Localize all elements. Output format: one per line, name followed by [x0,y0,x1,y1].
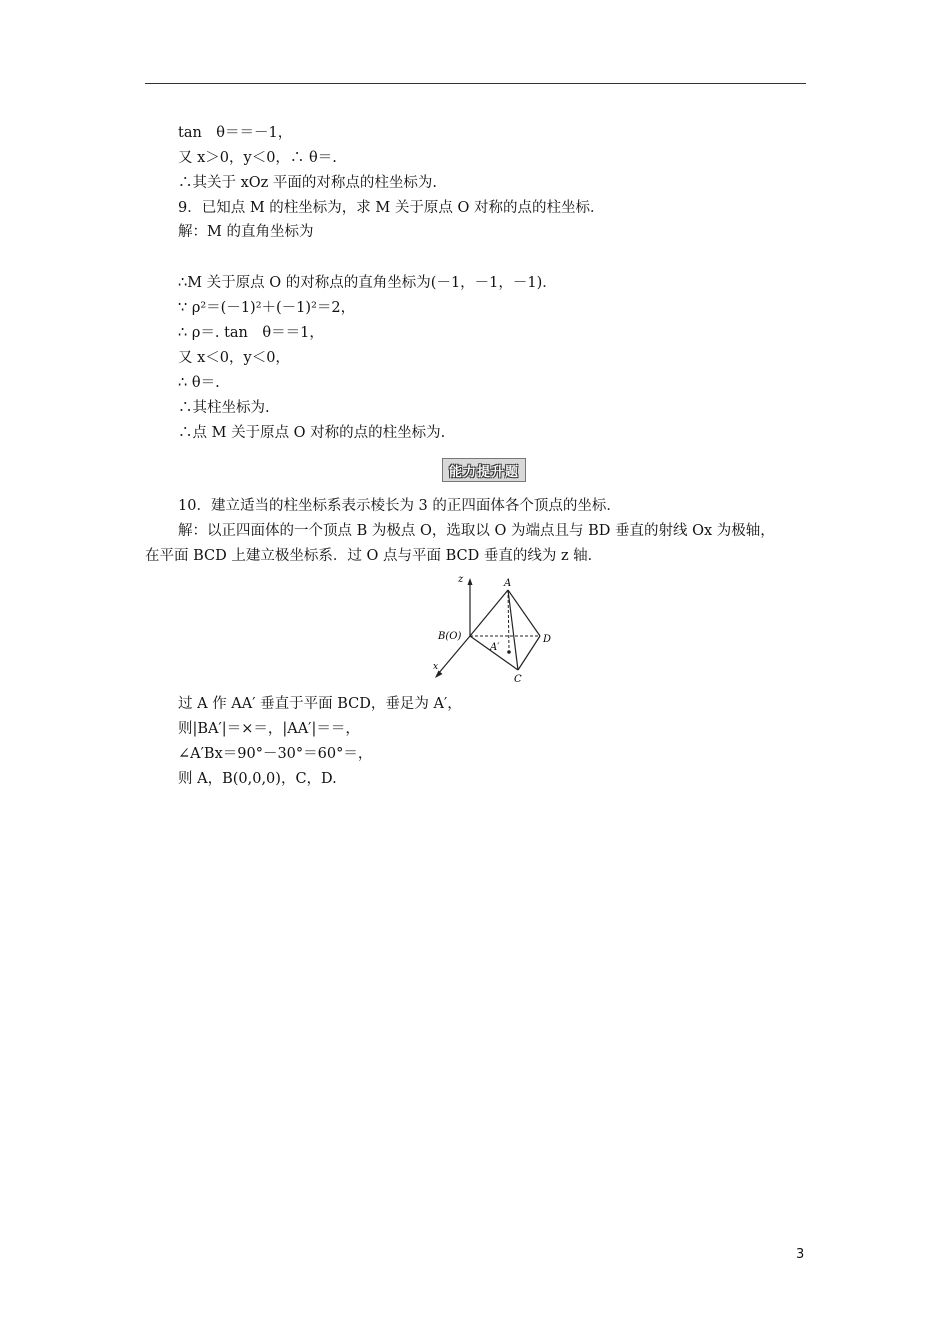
label-z: z [458,574,464,585]
text-line: 则 A，B(0,0,0)，C，D. [178,771,337,787]
problem-10: 10．建立适当的柱坐标系表示棱长为 3 的正四面体各个顶点的坐标． [178,498,621,514]
text-line: ∴点 M 关于原点 O 对称的点的柱坐标为. [178,425,446,441]
section-banner [442,458,526,482]
text-line: 又 x＜0，y＜0， [178,350,290,366]
text-line: ∴其关于 xOz 平面的对称点的柱坐标为. [178,175,438,191]
header-rule [145,83,806,84]
label-A: A [504,578,512,589]
section-banner-label: 能力提升题 [448,464,519,480]
text-line: ∠A′Bx＝90°－30°＝60°＝， [178,746,373,762]
text-line: tan θ＝＝－1， [178,125,293,141]
text-line: 过 A 作 AA′ 垂直于平面 BCD，垂足为 A′， [178,696,462,712]
label-D: D [543,634,552,645]
label-x: x [433,662,439,672]
edge-CD [518,636,540,670]
text-line: 则|BA′|＝×＝，|AA′|＝＝， [178,721,360,737]
foot-point [507,650,511,654]
page-number: 3 [796,1247,805,1262]
text-line: 又 x＞0，y＜0，∴ θ＝. [178,150,337,166]
text-line: 在平面 BCD 上建立极坐标系．过 O 点与平面 BCD 垂直的线为 z 轴． [145,548,603,564]
label-C: C [514,674,522,685]
text-line: ∴ ρ＝. tan θ＝＝1， [178,325,324,341]
text-line: ∴其柱坐标为. [178,400,270,416]
text-line: ∴ θ＝. [178,375,220,391]
text-line: 解：以正四面体的一个顶点 B 为极点 O，选取以 O 为端点且与 BD 垂直的射线 Ox 为极轴， [178,523,775,539]
text-line: ∴M 关于原点 O 的对称点的直角坐标为(－1，－1，－1)． [178,275,557,291]
label-A-prime: A′ [490,642,500,653]
edge-BA [470,590,508,636]
text-line: ∵ ρ²＝(－1)²＋(－1)²＝2， [178,300,356,316]
z-arrow-icon [468,578,473,585]
text-line: 解：M 的直角坐标为 [178,224,314,240]
problem-9: 9．已知点 M 的柱坐标为，求 M 关于原点 O 对称的点的柱坐标． [178,200,605,216]
tetrahedron-figure [430,572,570,688]
label-BO: B(O) [438,631,462,642]
